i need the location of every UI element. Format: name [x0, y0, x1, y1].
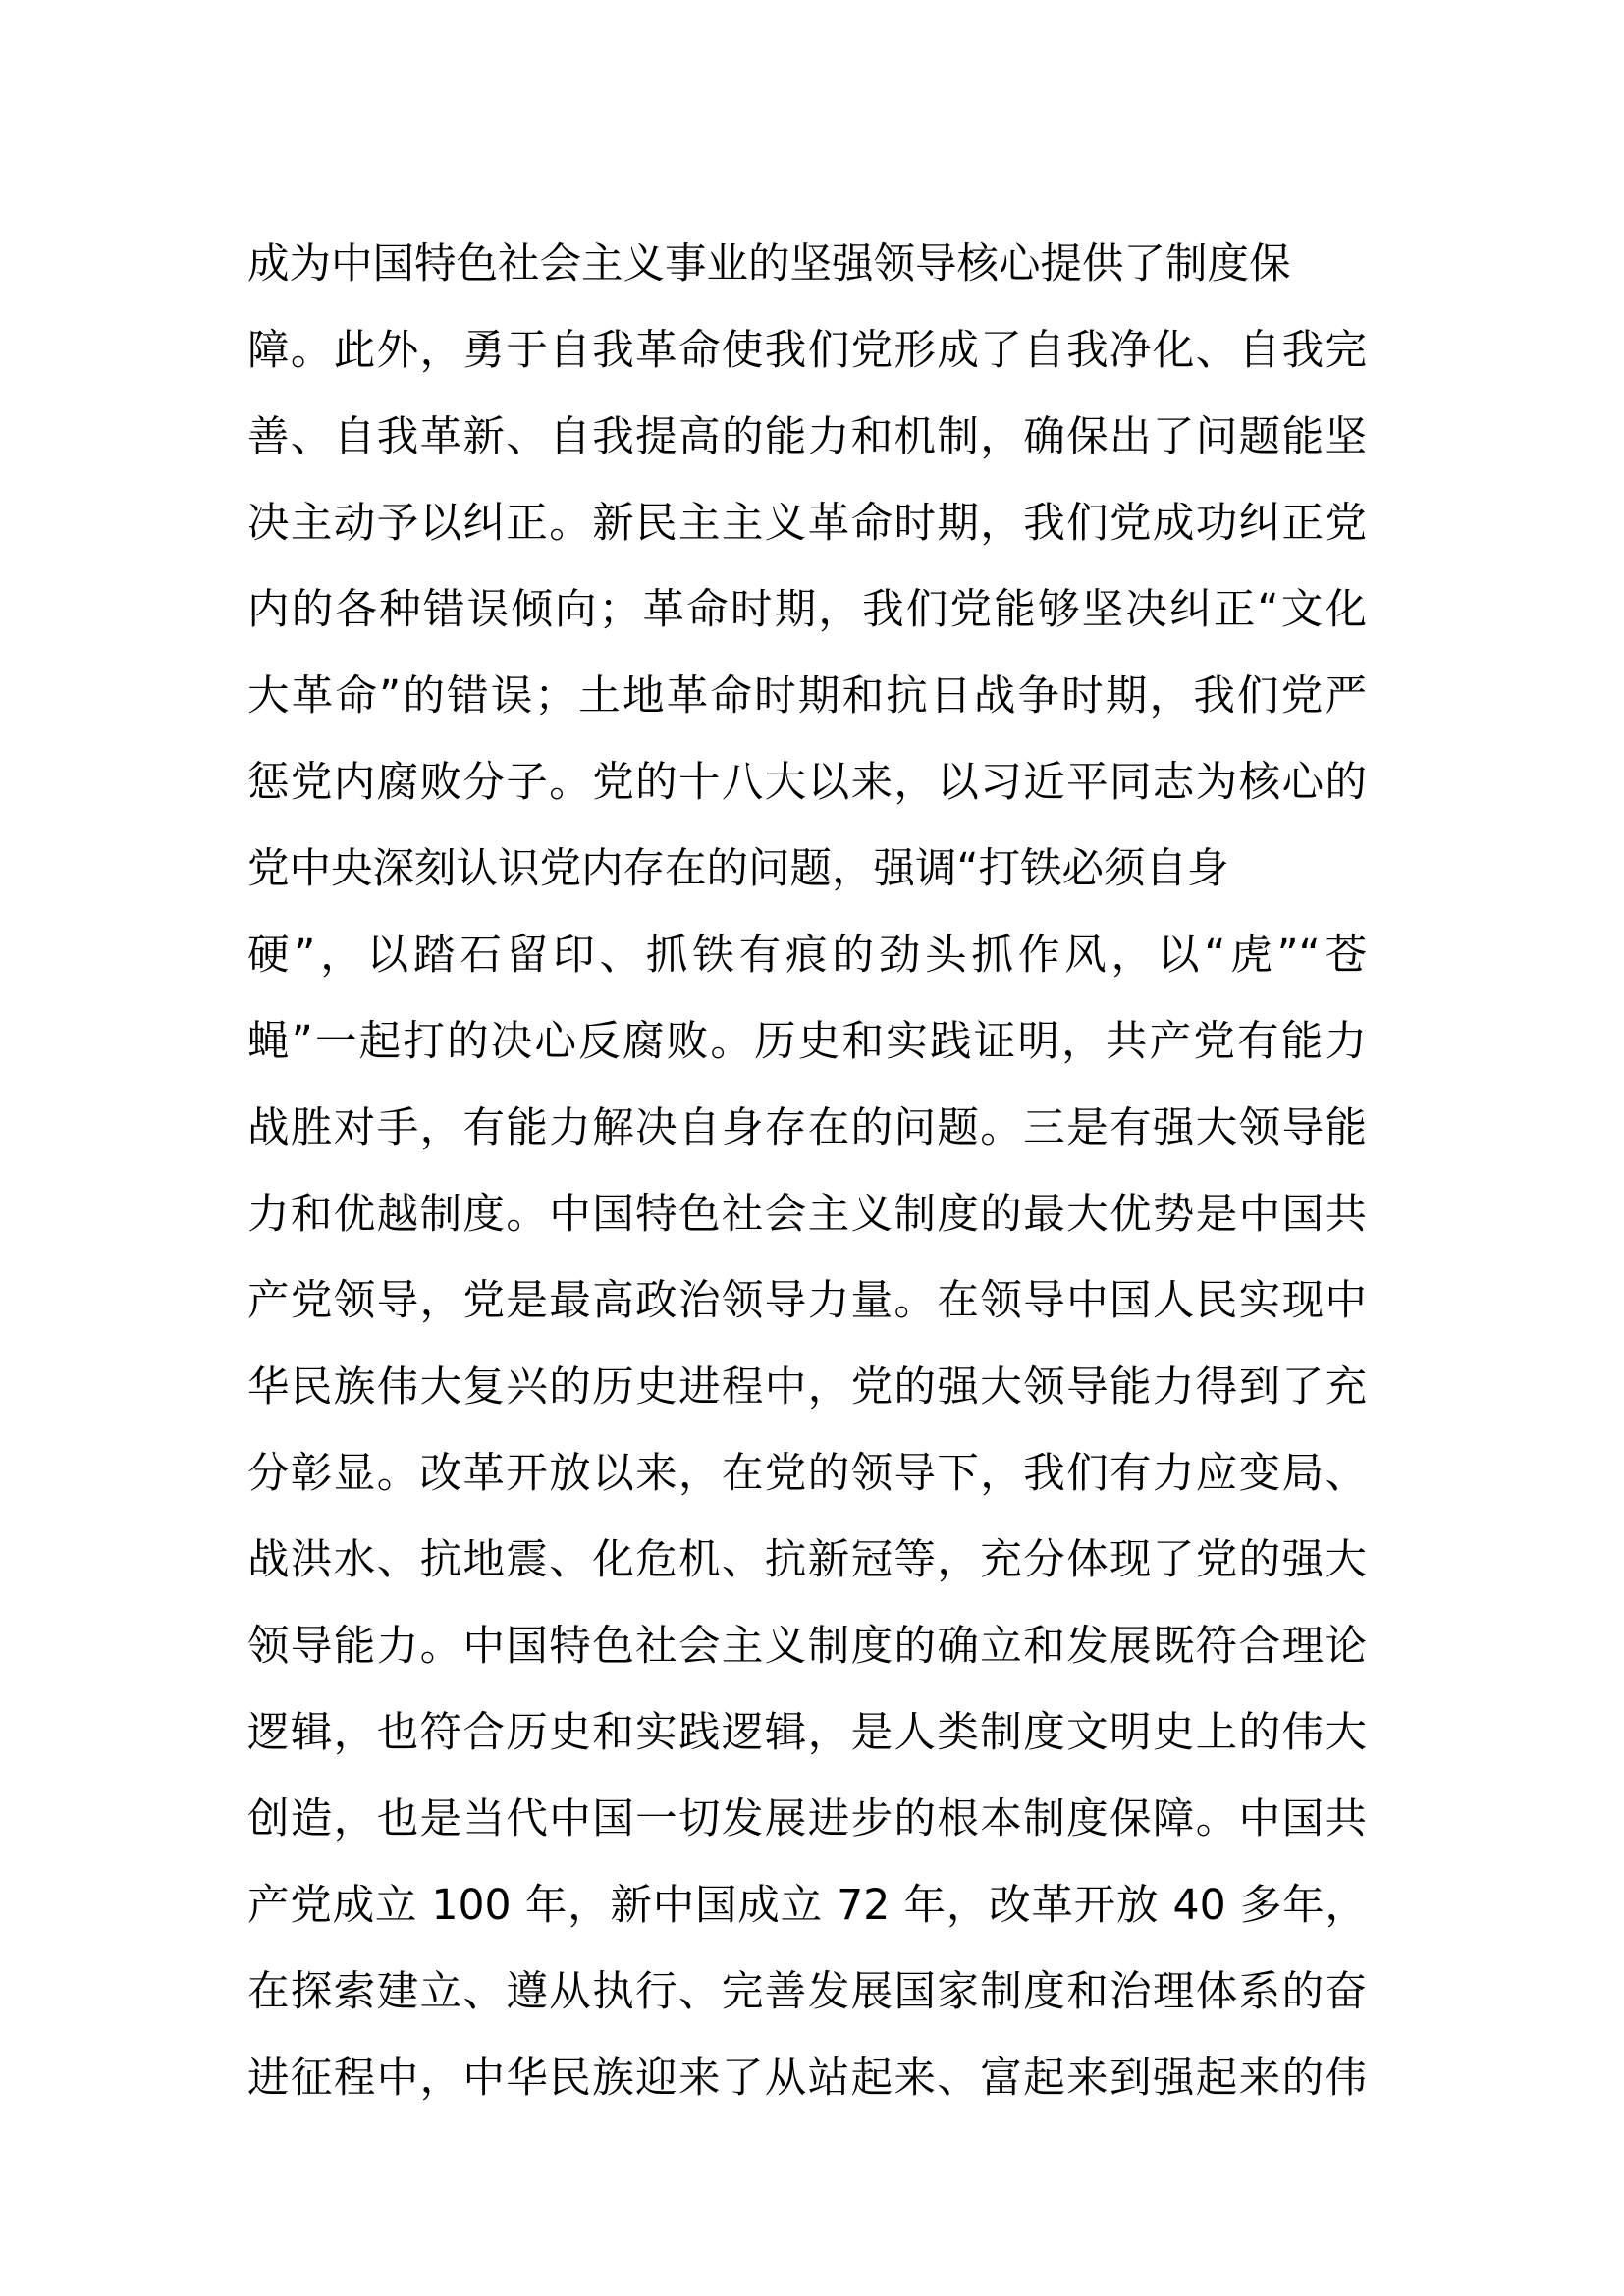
text-line: 蝇”一起打的决心反腐败。历史和实践证明，共产党有能力 [247, 1018, 1367, 1066]
text-line: 在探索建立、遵从执行、完善发展国家制度和治理体系的奋 [247, 1968, 1367, 2016]
text-line: 分彰显。改革开放以来，在党的领导下，我们有力应变局、 [247, 1450, 1367, 1498]
text-line: 内的各种错误倾向；革命时期，我们党能够坚决纠正“文化 [247, 586, 1367, 634]
text-line: 战胜对手，有能力解决自身存在的问题。三是有强大领导能 [247, 1104, 1367, 1152]
text-line: 善、自我革新、自我提高的能力和机制，确保出了问题能坚 [247, 413, 1367, 461]
body-paragraph [247, 222, 1367, 2122]
text-line: 战洪水、抗地震、化危机、抗新冠等，充分体现了党的强大 [247, 1536, 1367, 1584]
text-line: 逻辑，也符合历史和实践逻辑，是人类制度文明史上的伟大 [247, 1709, 1367, 1757]
text-line: 硬”，以踏石留印、抓铁有痕的劲头抓作风，以“虎”“苍 [247, 932, 1367, 980]
text-line: 产党成立 100 年，新中国成立 72 年，改革开放 40 多年， [247, 1882, 1367, 1930]
text-line: 华民族伟大复兴的历史进程中，党的强大领导能力得到了充 [247, 1363, 1367, 1412]
text-line: 大革命”的错误；土地革命时期和抗日战争时期，我们党严 [247, 672, 1367, 721]
text-line: 领导能力。中国特色社会主义制度的确立和发展既符合理论 [247, 1623, 1367, 1671]
text-line: 产党领导，党是最高政治领导力量。在领导中国人民实现中 [247, 1277, 1367, 1325]
text-line: 力和优越制度。中国特色社会主义制度的最大优势是中国共 [247, 1191, 1367, 1239]
text-line: 创造，也是当代中国一切发展进步的根本制度保障。中国共 [247, 1795, 1367, 1843]
text-line: 成为中国特色社会主义事业的坚强领导核心提供了制度保 [247, 240, 1291, 289]
text-line: 进征程中，中华民族迎来了从站起来、富起来到强起来的伟 [247, 2055, 1367, 2103]
text-line: 决主动予以纠正。新民主主义革命时期，我们党成功纠正党 [247, 500, 1367, 548]
text-line: 惩党内腐败分子。党的十八大以来，以习近平同志为核心的 [247, 759, 1367, 807]
text-line: 党中央深刻认识党内存在的问题，强调“打铁必须自身 [247, 845, 1229, 893]
text-line: 障。此外，勇于自我革命使我们党形成了自我净化、自我完 [247, 327, 1367, 375]
